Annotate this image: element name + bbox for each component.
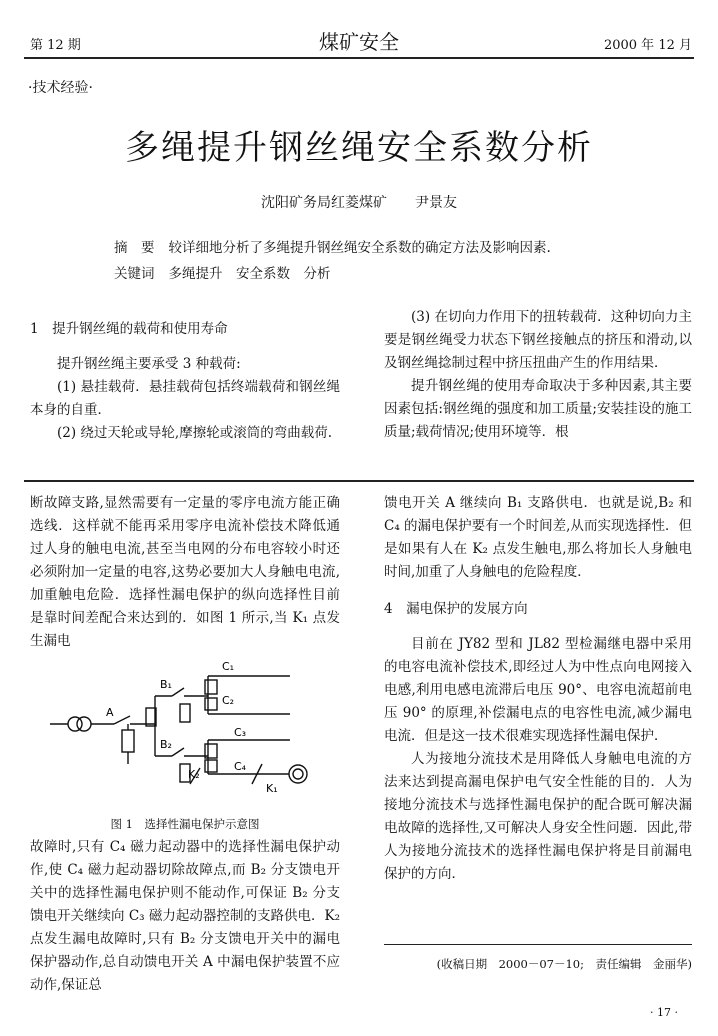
keywords-label: 关键词 xyxy=(114,266,155,282)
paragraph: 提升钢丝绳主要承受 3 种载荷: xyxy=(57,356,241,372)
header-rule xyxy=(24,57,694,59)
abstract-label: 摘 要 xyxy=(114,240,155,256)
figure-1-circuit xyxy=(40,656,340,814)
lower-left-column-continued xyxy=(30,836,340,997)
paragraph: (1) 悬挂载荷．悬挂载荷包括终端载荷和钢丝绳本身的自重． xyxy=(30,379,340,418)
paragraph: 故障时,只有 C₄ 磁力起动器中的选择性漏电保护动作,使 C₄ 磁力起动器切除故障点,而 B₂ 分支馈电开关中的选择性漏电保护则不能动作,可保证 B₂ 分支馈电开关继续向 C₃ 磁力起动器控制的支路供电．K₂ 点发生漏电故障时,只有 B₂ 分支馈电开关中的漏电保护器动作,总自动馈电开关 A 中漏电保护装置不应动作,保证总 xyxy=(30,839,340,993)
column-tag: ·技术经验· xyxy=(28,80,93,96)
page-number: · 17 · xyxy=(650,1006,678,1019)
paper-title: 多绳提升钢丝绳安全系数分析 xyxy=(125,128,593,168)
fig-label-K2: K₂ xyxy=(188,768,200,781)
paragraph: 人为接地分流技术是用降低人身触电电流的方法来达到提高漏电保护电气安全性能的目的．人为接地分流技术与选择性漏电保护的配合既可解决漏电故障的选择性,又可解决人身安全性问题．因此,带人为接地分流技术的选择性漏电保护将是目前漏电保护的方向． xyxy=(384,751,692,882)
keywords-text: 多绳提升 安全系数 分析 xyxy=(168,266,331,282)
paragraph: (3) 在切向力作用下的扭转载荷．这种切向力主要是钢丝绳受力状态下钢丝接触点的挤压和滑动,以及钢丝绳捻制过程中挤压扭曲产生的作用结果． xyxy=(384,309,692,371)
section-divider xyxy=(24,480,694,482)
issue-date: 2000 年 12 月 xyxy=(603,38,692,53)
fig-label-B2: B₂ xyxy=(160,738,172,751)
lower-left-column xyxy=(30,492,340,653)
paragraph: 提升钢丝绳的使用寿命取决于多种因素,其主要因素包括:钢丝绳的强度和加工质量;安装挂设的施工质量;载荷情况;使用环境等．根 xyxy=(384,378,692,440)
fig-label-B1: B₁ xyxy=(160,678,172,691)
section-heading-1: 1 提升钢丝绳的载荷和使用寿命 xyxy=(30,321,228,337)
issue-number: 第 12 期 xyxy=(30,38,81,53)
abstract xyxy=(114,236,551,256)
upper-left-column xyxy=(30,312,340,445)
figure-caption: 图 1 选择性漏电保护示意图 xyxy=(110,817,260,831)
paragraph: 断故障支路,显然需要有一定量的零序电流方能正确选线．这样就不能再采用零序电流补偿技术降低通过人身的触电电流,甚至当电网的分布电容较小时还必须附加一定量的电容,这势必要加大人身触电电流,加重触电危险．选择性漏电保护的纵向选择性目前是靠时间差配合来达到的．如图 1 所示,当 K₁ 点发生漏电 xyxy=(30,495,340,649)
author-line: 沈阳矿务局红菱煤矿 尹景友 xyxy=(261,195,457,211)
section-heading-4: 4 漏电保护的发展方向 xyxy=(384,601,528,617)
fig-label-C4: C₄ xyxy=(234,760,247,773)
paragraph: 目前在 JY82 型和 JL82 型检漏继电器中采用的电容电流补偿技术,即经过人为中性点向电网接入电感,利用电感电流滞后电压 90°、电容电流超前电压 90° 的原理,补偿漏电点的电容性电流,减少漏电电流．但是这一技术很难实现选择性漏电保护． xyxy=(384,636,692,744)
fig-label-A: A xyxy=(106,706,114,719)
fig-label-C3: C₃ xyxy=(234,726,247,739)
upper-right-column xyxy=(384,306,692,444)
lower-right-column xyxy=(384,492,692,886)
fig-label-C2: C₂ xyxy=(222,694,235,707)
keywords xyxy=(114,262,331,282)
paragraph: (2) 绕过天轮或导轮,摩擦轮或滚筒的弯曲载荷. xyxy=(57,425,332,441)
fig-label-C1: C₁ xyxy=(222,660,235,673)
footnote-rule xyxy=(384,944,692,945)
abstract-text: 较详细地分析了多绳提升钢丝绳安全系数的确定方法及影响因素. xyxy=(168,240,551,256)
fig-label-K1: K₁ xyxy=(266,782,278,795)
received-note: (收稿日期 2000－07－10; 责任编辑 金丽华) xyxy=(436,957,692,971)
journal-name: 煤矿安全 xyxy=(319,30,399,54)
paragraph: 馈电开关 A 继续向 B₁ 支路供电．也就是说,B₂ 和 C₄ 的漏电保护要有一个时间差,从而实现选择性．但是如果有人在 K₂ 点发生触电,那么将加长人身触电时间,加重了人身触电的危险程度． xyxy=(384,495,692,580)
